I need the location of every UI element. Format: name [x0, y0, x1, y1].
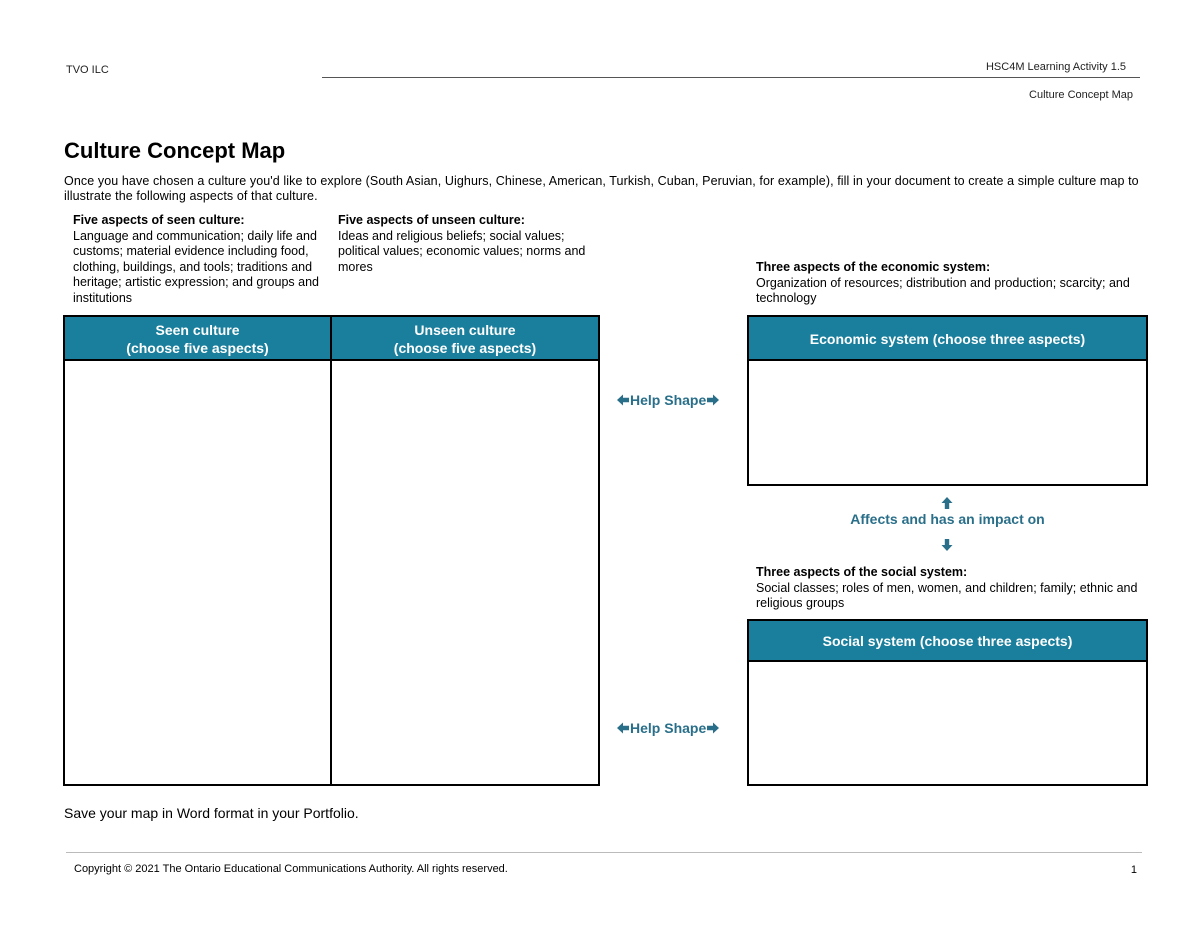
- unseen-aspects-heading: Five aspects of unseen culture:: [338, 213, 525, 227]
- economic-system-header: Economic system (choose three aspects): [749, 317, 1146, 360]
- help-shape-bottom-label: Help Shape: [630, 720, 707, 736]
- social-header-divider: [749, 660, 1146, 662]
- unseen-culture-box[interactable]: [330, 315, 600, 786]
- course-code: HSC4M Learning Activity 1.5: [985, 61, 1126, 73]
- seen-aspects-body: Language and communication; daily life and customs; material evidence including food, clothing, buildings, and tools; traditions and heritage; artistic expression; and groups and institutions: [73, 228, 319, 305]
- help-shape-top-connector: [616, 392, 720, 408]
- footer-rule: [66, 852, 1142, 853]
- arrow-right-icon: [706, 721, 720, 735]
- affects-label: Affects and has an impact on: [850, 511, 1045, 527]
- unseen-aspects-body: Ideas and religious beliefs; social values; political values; economic values; norms and mores: [338, 228, 586, 274]
- header-divider: [65, 359, 598, 361]
- unseen-culture-title: Unseen culture: [414, 321, 516, 338]
- economic-header-divider: [749, 359, 1146, 361]
- economic-aspects-heading: Three aspects of the economic system:: [756, 260, 991, 274]
- arrow-right-icon: [706, 393, 720, 407]
- org-name: TVO ILC: [66, 64, 109, 76]
- seen-aspects-heading: Five aspects of seen culture:: [73, 213, 245, 227]
- intro-text: Once you have chosen a culture you'd like to explore (South Asian, Uighurs, Chinese, American, Turkish, Cuban, Peruvian, for example), fill in your document to create a simple culture map to illustrate the following aspects of that culture.: [64, 174, 1139, 203]
- seen-aspects-description: [73, 213, 331, 306]
- doc-subtitle: Culture Concept Map: [1029, 89, 1133, 101]
- page-number: 1: [1130, 864, 1137, 876]
- help-shape-bottom-connector: [616, 720, 720, 736]
- social-aspects-body: Social classes; roles of men, women, and children; family; ethnic and religious groups: [756, 580, 1138, 610]
- seen-culture-box[interactable]: [63, 315, 332, 786]
- economic-aspects-body: Organization of resources; distribution and production; scarcity; and technology: [756, 275, 1130, 305]
- unseen-aspects-description: [338, 213, 596, 275]
- column-divider: [330, 360, 332, 786]
- save-note: Save your map in Word format in your Portfolio.: [64, 805, 359, 821]
- economic-aspects-description: [756, 260, 1148, 307]
- unseen-culture-instruction: (choose five aspects): [393, 339, 537, 356]
- social-aspects-description: [756, 565, 1148, 612]
- unseen-culture-header: [332, 317, 598, 360]
- arrow-left-icon: [616, 721, 630, 735]
- seen-culture-header: [65, 317, 330, 360]
- social-aspects-heading: Three aspects of the social system:: [756, 565, 968, 579]
- arrow-down-icon: [940, 538, 954, 557]
- help-shape-top-label: Help Shape: [630, 392, 707, 408]
- page-title: Culture Concept Map: [64, 138, 286, 163]
- seen-culture-instruction: (choose five aspects): [126, 339, 269, 356]
- arrow-left-icon: [616, 393, 630, 407]
- header-rule: [322, 77, 1140, 78]
- copyright-text: Copyright © 2021 The Ontario Educational Communications Authority. All rights reserved.: [74, 863, 508, 875]
- social-system-header: Social system (choose three aspects): [749, 621, 1146, 661]
- seen-culture-title: Seen culture: [155, 321, 240, 338]
